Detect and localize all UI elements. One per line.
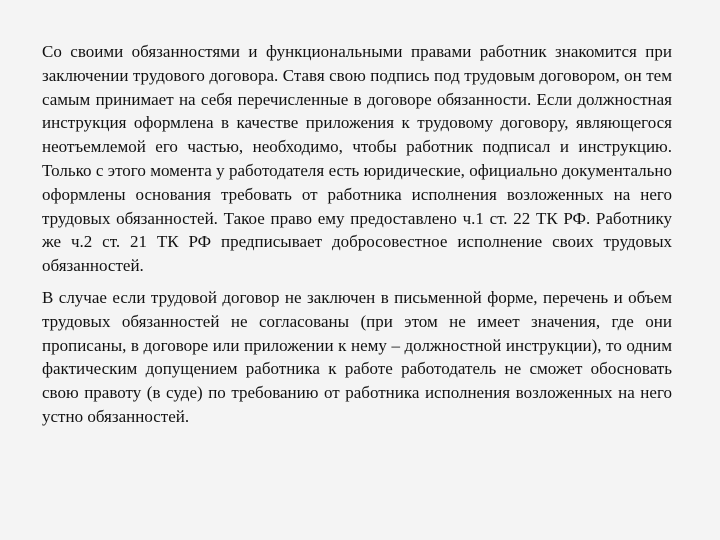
paragraph-unwritten-contract: В случае если трудовой договор не заключен в письменной форме, перечень и объем трудовых обязанностей не согласованы (при этом не имеет значения, где они прописаны, в договоре или приложении к нему – должностной инструкции), то одним фактическим допущением работника к работе работодатель не сможет обосновать свою правоту (в суде) по требованию от работника исполнения возложенных на него устно обязанностей. xyxy=(42,287,672,426)
paragraph-duties-familiarization: Со своими обязанностями и функциональными правами работник знакомится при заключении трудового договора. Ставя свою подпись под трудовым договором, он тем самым принимает на себя перечисленные в договоре обязанности. Если должностная инструкция оформлена в качестве приложения к трудовому договору, являющегося неотъемлемой его частью, необходимо, чтобы работник подписал и инструкцию. Только с этого момента у работодателя есть юридические, официально документально оформлены основания требовать от работника исполнения возложенных на него трудовых обязанностей. Такое право ему предоставлено ч.1 ст. 22 ТК РФ. Работнику же ч.2 ст. 21 ТК РФ предписывает добросовестное исполнение своих трудовых обязанностей. xyxy=(42,42,672,276)
document-text-block xyxy=(42,40,672,429)
